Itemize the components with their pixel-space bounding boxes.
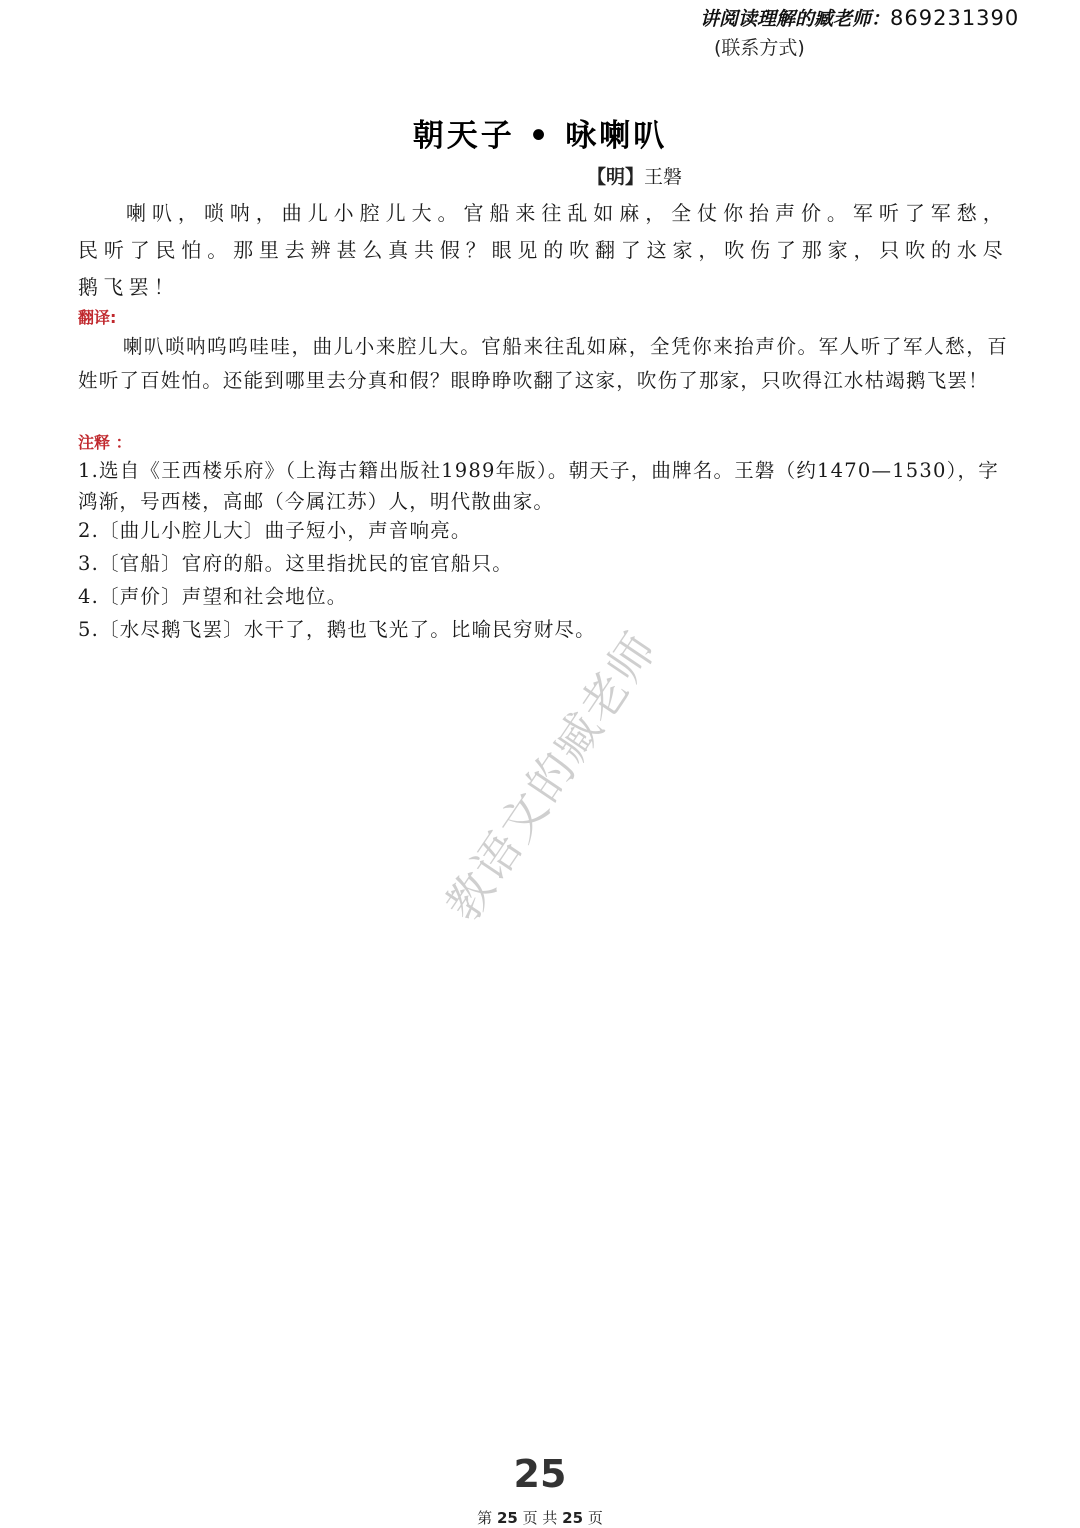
footer-prefix: 第: [477, 1509, 493, 1527]
page-number-large: 25: [513, 1452, 567, 1496]
footer-total-pages: 25: [562, 1509, 584, 1527]
footer-suffix: 页: [587, 1509, 603, 1527]
contact-note: (联系方式): [714, 37, 805, 59]
watermark: 教语文的臧老师: [435, 621, 668, 931]
page-footer: [0, 1507, 1080, 1528]
contact-label: 讲阅读理解的臧老师：: [700, 8, 891, 30]
notes-label: 注释 ：: [78, 433, 132, 452]
note-item: 1.选自《王西楼乐府》（上海古籍出版社1989年版）。朝天子，曲牌名。王磐（约1470—1530），字鸿渐，号西楼，高邮（今属江苏）人，明代散曲家。: [78, 459, 999, 513]
notes-list: [78, 455, 1008, 645]
header-contact: [700, 4, 1070, 31]
translation-label: 翻译:: [78, 308, 117, 327]
footer-middle: 页 共: [522, 1509, 558, 1527]
page-title: 朝天子 • 咏喇叭: [412, 118, 668, 154]
note-item: 2.〔曲儿小腔儿大〕曲子短小，声音响亮。: [78, 519, 472, 542]
author-line: [587, 162, 682, 189]
author-dynasty: 【明】: [587, 166, 645, 188]
footer-current-page: 25: [496, 1509, 518, 1527]
author-name: 王磐: [644, 166, 683, 188]
note-item: 4.〔声价〕声望和社会地位。: [78, 585, 348, 608]
poem-text: 喇叭，唢呐，曲儿小腔儿大。官船来往乱如麻，全仗你抬声价。军听了军愁，民听了民怕。那里去辨甚么真共假？眼见的吹翻了这家，吹伤了那家，只吹的水尽鹅飞罢！: [78, 201, 1008, 299]
contact-number: 869231390: [890, 6, 1020, 30]
note-item: 5.〔水尽鹅飞罢〕水干了，鹅也飞光了。比喻民穷财尽。: [78, 618, 596, 641]
note-item: 3.〔官船〕官府的船。这里指扰民的宦官船只。: [78, 552, 514, 575]
translation-text: 喇叭唢呐呜呜哇哇，曲儿小来腔儿大。官船来往乱如麻，全凭你来抬声价。军人听了军人愁，百姓听了百姓怕。还能到哪里去分真和假？眼睁睁吹翻了这家，吹伤了那家，只吹得江水枯竭鹅飞罢！: [78, 335, 1008, 392]
